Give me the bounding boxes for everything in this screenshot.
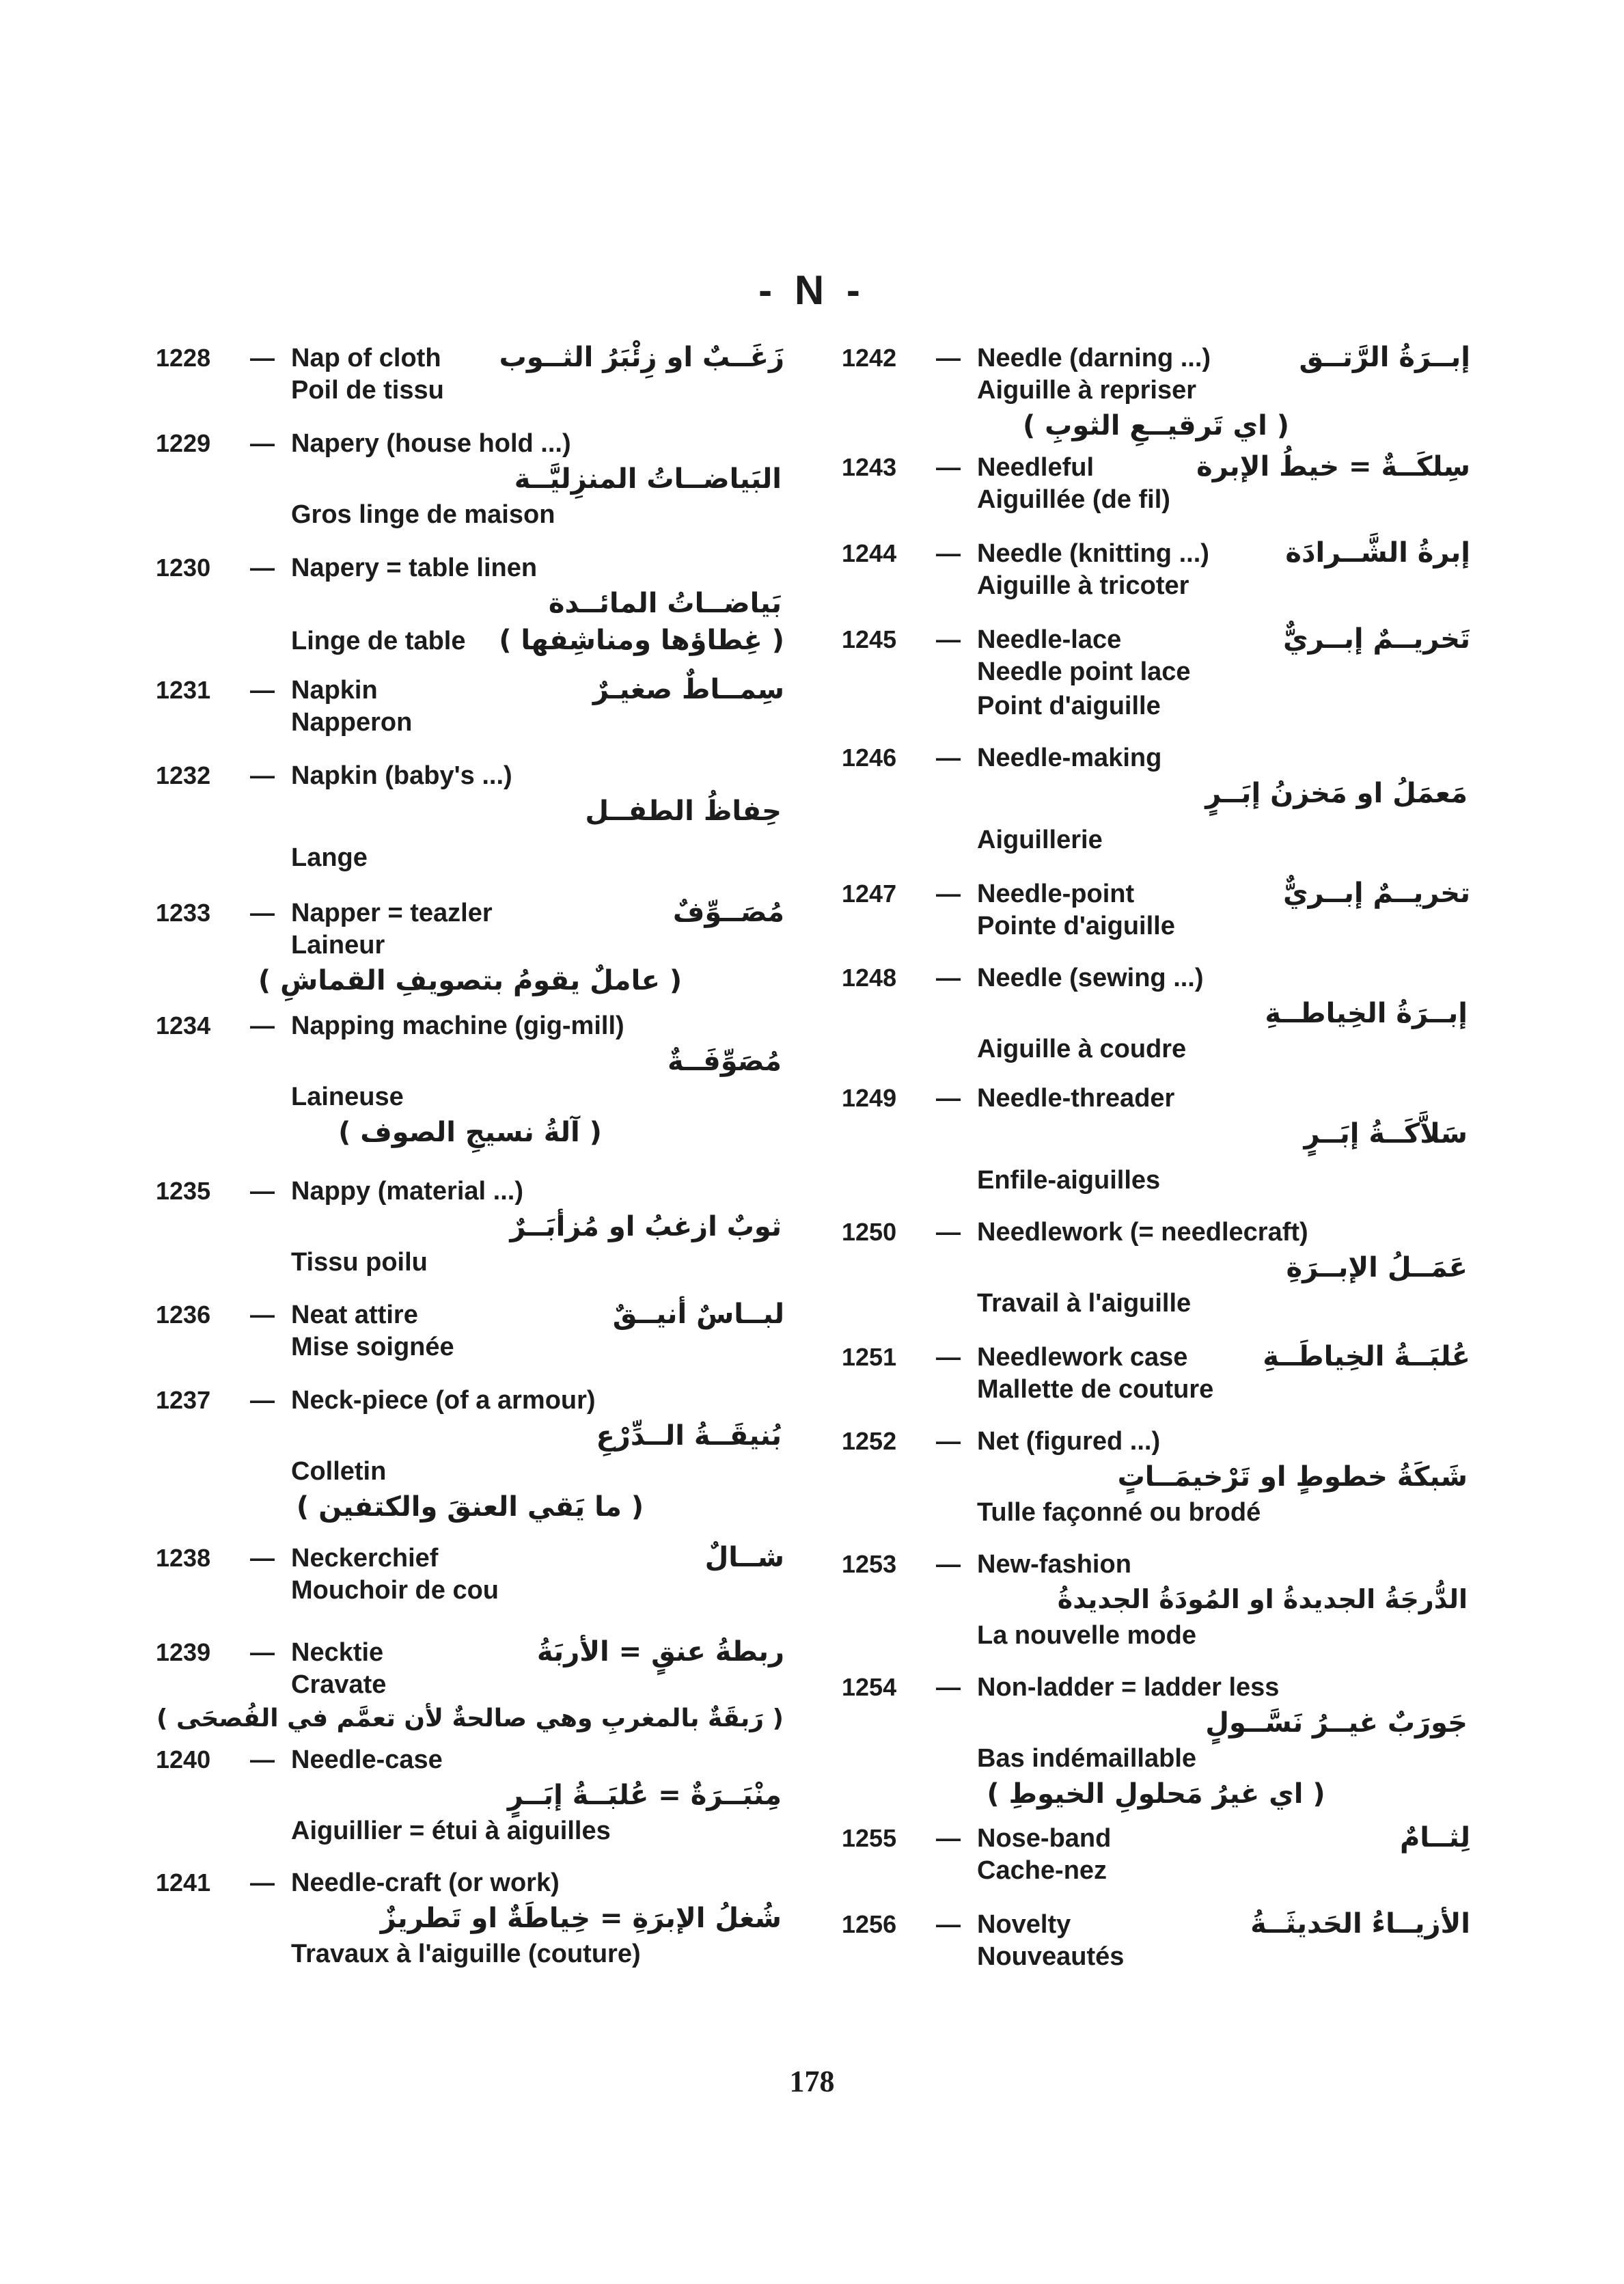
entry-french-term: La nouvelle mode	[977, 1621, 1196, 1650]
entry-arabic-term: بَياضــاتُ المائــدة	[548, 588, 782, 619]
entry-number: 1236	[156, 1301, 211, 1329]
entry-french-term: Nouveautés	[977, 1942, 1125, 1971]
entry-dash: —	[250, 1638, 275, 1666]
entry-english-term: New-fashion	[977, 1550, 1131, 1579]
entry-french-term: Poil de tissu	[291, 376, 444, 405]
entry-french-term: Travail à l'aiguille	[977, 1289, 1192, 1318]
entry-english-term: Needlework (= needlecraft)	[977, 1218, 1308, 1247]
entry-1251	[842, 1341, 1470, 1409]
entry-arabic-term: إبــرَةُ الخِياطــةِ	[1265, 998, 1468, 1029]
entry-number: 1244	[842, 539, 897, 567]
entry-arabic-term: لبــاسٌ أنيــقٌ	[612, 1299, 784, 1330]
entry-french-term: Laineur	[291, 931, 385, 960]
entry-dash: —	[936, 1824, 961, 1852]
entry-french-term: Aiguille à tricoter	[977, 571, 1189, 600]
entry-english-term: Neckerchief	[291, 1544, 439, 1573]
entry-french-term: Lange	[291, 843, 368, 872]
entry-dash: —	[936, 453, 961, 481]
entry-french-term: Aiguillerie	[977, 826, 1103, 854]
entry-arabic-term: مُصَوِّفَــةٌ	[667, 1046, 782, 1077]
entry-1243	[842, 451, 1470, 519]
entry-french-term: Aiguille à coudre	[977, 1035, 1187, 1063]
entry-english-term: Nap of cloth	[291, 344, 441, 372]
entry-arabic-note: ( اي غيرُ مَحلولِ الخيوطِ )	[987, 1778, 1325, 1810]
entry-1237	[156, 1386, 784, 1528]
entry-arabic-term: ربطةُ عنقٍ = الأربَةُ	[536, 1636, 784, 1668]
entry-arabic-term: شــالٌ	[704, 1542, 784, 1573]
entry-english-term: Needle-craft (or work)	[291, 1868, 560, 1897]
entry-french-term: Cravate	[291, 1670, 387, 1699]
entry-english-term: Net (figured ...)	[977, 1427, 1161, 1456]
entry-alternate-term: Needle point lace	[977, 657, 1191, 686]
entry-1231	[156, 674, 784, 742]
entry-english-term: Needleful	[977, 453, 1095, 482]
entry-number: 1252	[842, 1427, 897, 1455]
entry-english-term: Novelty	[977, 1910, 1071, 1939]
entry-dash: —	[936, 880, 961, 908]
entry-dash: —	[936, 964, 961, 992]
entry-french-term: Gros linge de maison	[291, 500, 555, 529]
entry-number: 1229	[156, 429, 211, 457]
entry-1242	[842, 342, 1470, 447]
entry-dash: —	[250, 1544, 275, 1572]
entry-dash: —	[250, 1868, 275, 1896]
entry-number: 1246	[842, 744, 897, 772]
entry-dash: —	[936, 1673, 961, 1701]
entry-french-term: Travaux à l'aiguille (couture)	[291, 1940, 641, 1968]
entry-dash: —	[936, 1550, 961, 1578]
entry-1233	[156, 897, 784, 1002]
entry-number: 1228	[156, 344, 211, 372]
entry-arabic-term: مِنْبَــرَةٌ = عُلبَــةُ إبَــرٍ	[507, 1780, 782, 1811]
entry-number: 1253	[842, 1550, 897, 1578]
entry-1253	[842, 1550, 1470, 1655]
entry-arabic-term: سِمــاطٌ صغيـرٌ	[592, 674, 784, 705]
entry-english-term: Needle-making	[977, 744, 1162, 772]
entry-dash: —	[250, 676, 275, 704]
entry-arabic-term: تخريــمٌ إبــريٌّ	[1282, 878, 1470, 909]
entry-1230	[156, 554, 784, 659]
entry-1250	[842, 1218, 1470, 1323]
entry-number: 1235	[156, 1177, 211, 1205]
entry-number: 1254	[842, 1673, 897, 1701]
entry-french-term: Napperon	[291, 708, 413, 737]
entry-number: 1247	[842, 880, 897, 908]
entry-english-term: Napper = teazler	[291, 899, 493, 927]
entry-english-term: Napery = table linen	[291, 554, 538, 582]
entry-number: 1237	[156, 1386, 211, 1414]
entry-arabic-term: شُغلُ الإبرَةِ = خِياطَةٌ او تَطريزٌ	[380, 1903, 782, 1934]
entry-arabic-term: سَلاَّكَــةُ إبَــرٍ	[1304, 1118, 1468, 1150]
entry-english-term: Needle-case	[291, 1745, 443, 1774]
entry-number: 1232	[156, 761, 211, 789]
entry-1245	[842, 623, 1470, 726]
entry-1229	[156, 429, 784, 534]
entry-arabic-term: الأزيــاءُ الحَديثَــةُ	[1250, 1908, 1470, 1940]
section-letter-heading: - N -	[758, 267, 866, 313]
entry-french-term: Colletin	[291, 1457, 387, 1486]
entry-1255	[842, 1822, 1470, 1890]
entry-arabic-term: عُلبَــةُ الخِياطَــةِ	[1263, 1341, 1470, 1372]
entry-english-term: Napping machine (gig-mill)	[291, 1011, 624, 1040]
entry-number: 1231	[156, 676, 211, 704]
entry-dash: —	[936, 744, 961, 772]
entry-1236	[156, 1299, 784, 1367]
entry-number: 1245	[842, 625, 897, 653]
entry-number: 1230	[156, 554, 211, 582]
entry-french-term: Bas indémaillable	[977, 1744, 1197, 1773]
entry-english-term: Needle-threader	[977, 1084, 1175, 1113]
entry-number: 1239	[156, 1638, 211, 1666]
entry-dash: —	[250, 344, 275, 372]
entry-arabic-term: تَخريــمٌ إبــريٌّ	[1282, 623, 1470, 655]
entry-french-term: Aiguillée (de fil)	[977, 485, 1170, 514]
entry-english-term: Neck-piece (of a armour)	[291, 1386, 596, 1415]
entry-arabic-term: مَعمَلُ او مَخزنُ إبَــرٍ	[1205, 778, 1468, 809]
entry-french-term: Linge de table	[291, 627, 466, 655]
entry-1246	[842, 744, 1470, 860]
entry-dash: —	[936, 1218, 961, 1246]
entry-number: 1250	[842, 1218, 897, 1246]
entry-french-term: Mouchoir de cou	[291, 1576, 499, 1605]
entry-french-term: Mise soignée	[291, 1333, 454, 1361]
entry-1235	[156, 1177, 784, 1282]
entry-number: 1240	[156, 1745, 211, 1773]
entry-1232	[156, 761, 784, 878]
entry-dash: —	[250, 1386, 275, 1414]
entry-english-term: Needle-lace	[977, 625, 1122, 654]
entry-english-term: Napkin (baby's ...)	[291, 761, 512, 790]
entry-french-term: Tulle façonné ou brodé	[977, 1498, 1261, 1527]
entry-english-term: Needle (sewing ...)	[977, 964, 1204, 992]
entry-dash: —	[936, 1427, 961, 1455]
entry-number: 1234	[156, 1011, 211, 1039]
entry-dash: —	[250, 1745, 275, 1773]
entry-arabic-term: مُصَــوِّفٌ	[672, 897, 784, 928]
entry-arabic-term: الدُّرجَةُ الجديدةُ او المُودَةُ الجديدةُ	[1057, 1584, 1468, 1614]
entry-dash: —	[936, 344, 961, 372]
entry-1241	[156, 1868, 784, 1974]
entry-dash: —	[250, 1301, 275, 1329]
entry-arabic-note: ( عاملٌ يقومُ بتصويفِ القماشِ )	[258, 965, 683, 996]
entry-arabic-term: إبرةُ الشَّــرادَة	[1285, 537, 1470, 569]
entry-english-term: Non-ladder = ladder less	[977, 1673, 1280, 1702]
entry-dash: —	[250, 554, 275, 582]
entry-dash: —	[936, 539, 961, 567]
entry-arabic-term: جَورَبٌ غيــرُ نَسَّــولٍ	[1205, 1707, 1468, 1739]
entry-french-term: Enfile-aiguilles	[977, 1166, 1161, 1195]
entry-1248	[842, 964, 1470, 1069]
entry-number: 1233	[156, 899, 211, 927]
entry-dash: —	[936, 1910, 961, 1938]
entry-french-term: Mallette de couture	[977, 1375, 1214, 1404]
entry-arabic-term: زَغَــبٌ او زِئْبَرُ الثــوب	[499, 342, 784, 373]
entry-number: 1256	[842, 1910, 897, 1938]
entry-english-term: Nappy (material ...)	[291, 1177, 523, 1206]
entry-1238	[156, 1542, 784, 1610]
entry-1252	[842, 1427, 1470, 1532]
entry-arabic-term: البَياضــاتُ المنزِليَّــة	[514, 463, 782, 495]
entry-arabic-term: عَمَــلُ الإبــرَةِ	[1286, 1252, 1468, 1283]
entry-french-term: Pointe d'aiguille	[977, 912, 1175, 940]
entry-english-term: Napery (house hold ...)	[291, 429, 571, 458]
entry-english-term: Needle (knitting ...)	[977, 539, 1209, 568]
entry-1240	[156, 1745, 784, 1851]
entry-number: 1243	[842, 453, 897, 481]
entry-english-term: Napkin	[291, 676, 378, 705]
entry-1234	[156, 1011, 784, 1154]
entry-number: 1251	[842, 1343, 897, 1371]
entry-french-term: Tissu poilu	[291, 1248, 428, 1277]
entry-french-term: Point d'aiguille	[977, 692, 1161, 720]
entry-number: 1255	[842, 1824, 897, 1852]
entry-english-term: Needle-point	[977, 880, 1135, 908]
right-column	[842, 342, 1470, 1976]
entry-dash: —	[936, 1343, 961, 1371]
entry-arabic-term: بُنيقَــةُ الــدِّرْعِ	[596, 1420, 782, 1452]
entry-english-term: Nose-band	[977, 1824, 1112, 1853]
entry-arabic-note: ( ما يَقي العنقَ والكتفين )	[296, 1491, 644, 1523]
entry-1239	[156, 1636, 784, 1741]
entry-dash: —	[250, 1011, 275, 1039]
entry-arabic-note: ( آلةُ نسيجِ الصوف )	[338, 1117, 602, 1148]
entry-arabic-term: سِلكَــةٌ = خيطُ الإبرة	[1196, 451, 1470, 482]
entry-1254	[842, 1673, 1470, 1815]
entry-french-term: Laineuse	[291, 1083, 404, 1111]
entry-number: 1238	[156, 1544, 211, 1572]
entry-english-term: Neat attire	[291, 1301, 418, 1329]
page-number: 178	[789, 2065, 835, 2098]
entry-arabic-gloss: ( غِطاؤها ومناشِفها )	[499, 625, 784, 656]
entry-dash: —	[936, 625, 961, 653]
entry-number: 1249	[842, 1084, 897, 1112]
entry-arabic-term: إبــرَةُ الرَّتــق	[1299, 342, 1470, 373]
entry-1247	[842, 878, 1470, 946]
entry-number: 1241	[156, 1868, 211, 1896]
entry-english-term: Needle (darning ...)	[977, 344, 1211, 372]
entry-english-term: Necktie	[291, 1638, 384, 1667]
entry-french-term: Cache-nez	[977, 1856, 1107, 1885]
entry-dash: —	[250, 761, 275, 789]
entry-french-term: Aiguillier = étui à aiguilles	[291, 1817, 611, 1845]
entry-dash: —	[250, 429, 275, 457]
entry-arabic-term: حِفاظُ الطفــل	[585, 796, 782, 827]
entry-dash: —	[936, 1084, 961, 1112]
entry-1228	[156, 342, 784, 410]
entry-arabic-term: ثوبٌ ازغبُ او مُزأبَــرٌ	[510, 1211, 782, 1242]
entry-1256	[842, 1908, 1470, 1976]
entry-french-term: Aiguille à repriser	[977, 376, 1197, 405]
entry-dash: —	[250, 1177, 275, 1205]
entry-english-term: Needlework case	[977, 1343, 1188, 1372]
entry-number: 1242	[842, 344, 897, 372]
entry-arabic-note: ( رَبقَةٌ بالمغربِ وهي صالحةٌ لأن تعمَّم في الفُصحَى )	[156, 1704, 784, 1732]
entry-arabic-note: ( اي تَرقيــعِ الثوبِ )	[1022, 410, 1290, 441]
entry-number: 1248	[842, 964, 897, 992]
left-column	[156, 342, 784, 1974]
entry-arabic-term: شَبكَةُ خطوطٍ او تَرْخيمَــاتٍ	[1117, 1461, 1468, 1493]
entry-arabic-term: لِثــامٌ	[1399, 1822, 1470, 1853]
entry-dash: —	[250, 899, 275, 927]
entry-1249	[842, 1084, 1470, 1200]
entry-1244	[842, 537, 1470, 606]
